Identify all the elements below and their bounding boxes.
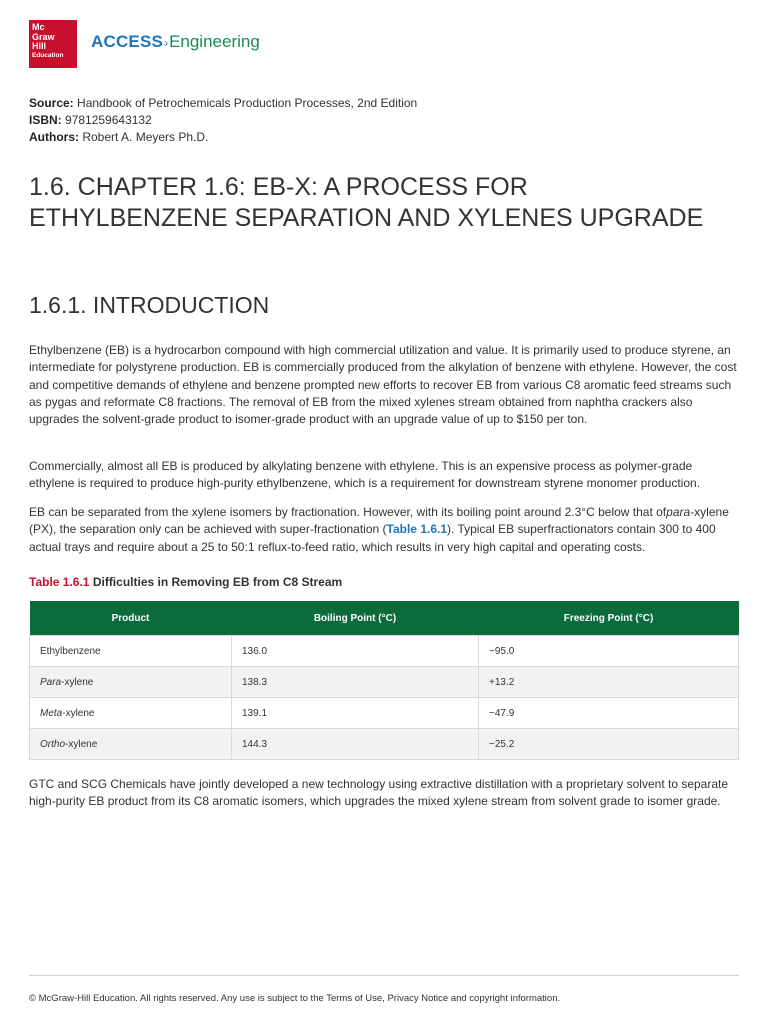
boiling-point-cell: 138.3 (232, 667, 479, 698)
boiling-point-cell: 136.0 (232, 636, 479, 667)
freezing-point-cell: +13.2 (479, 667, 739, 698)
table-row (30, 698, 739, 729)
footer-divider (29, 975, 739, 976)
paragraph-text: -xylene (PX), the separation only can be achieved with super-fractionation ( (29, 505, 729, 537)
boiling-freezing-table (29, 601, 739, 760)
isbn-line (29, 112, 417, 129)
product-name: -xylene (61, 676, 94, 688)
product-cell (30, 729, 232, 760)
section-title: 1.6.1. INTRODUCTION (29, 292, 270, 318)
paragraph-gtc-technology: GTC and SCG Chemicals have jointly developed a new technology using extractive distillation with a proprietary solvent to separate high-purity EB product from its C8 aromatic isomers, which upgrades the mixed xylene stream from solvent grade to isomer grade. (29, 777, 729, 809)
chapter-title: 1.6. CHAPTER 1.6: EB-X: A PROCESS FOR ETHYLBENZENE SEPARATION AND XYLENES UPGRADE (29, 173, 704, 232)
paragraph-text: ). Typical EB superfractionators contain 300 to 400 actual trays and require about a 25 to 50:1 reflux-to-feed ratio, which results in very high capital and operating costs. (29, 522, 716, 554)
product-name: Ethylbenzene (40, 645, 101, 657)
product-name: -xylene (65, 738, 98, 750)
table-caption-label: Table 1.6.1 (29, 575, 90, 589)
source-label: Source: (29, 96, 74, 110)
table-caption (29, 575, 342, 589)
column-header-boiling-point: Boiling Point (°C) (232, 601, 479, 636)
authors-line (29, 129, 417, 146)
product-cell (30, 636, 232, 667)
mcgraw-hill-logo[interactable] (29, 20, 77, 68)
isbn-label: ISBN: (29, 113, 62, 127)
product-prefix: Ortho (40, 738, 66, 750)
logo-line: Graw (32, 31, 55, 42)
logo-line: Education (32, 51, 64, 59)
product-name: -xylene (62, 707, 95, 719)
isbn-value: 9781259643132 (65, 113, 152, 127)
authors-label: Authors: (29, 130, 79, 144)
column-header-product: Product (30, 601, 232, 636)
table-header-row (30, 601, 739, 636)
logo-engineering-text: Engineering (169, 32, 260, 51)
paragraph-separation (29, 504, 739, 556)
footer-copyright: © McGraw-Hill Education. All rights reserved. Any use is subject to the Terms of Use, Privacy Notice and copyright information. (29, 993, 561, 1004)
product-cell (30, 667, 232, 698)
boiling-point-cell: 139.1 (232, 698, 479, 729)
table-caption-text: Difficulties in Removing EB from C8 Stream (89, 575, 343, 589)
page-header (29, 20, 729, 68)
paragraph-production: Commercially, almost all EB is produced by alkylating benzene with ethylene. This is an expensive process as polymer-grade ethylene is required to produce high-purity ethylbenzene, which is a requirement for downstream styrene monomer production. (29, 459, 701, 491)
freezing-point-cell: −95.0 (479, 636, 739, 667)
source-line (29, 95, 417, 112)
table-row (30, 667, 739, 698)
column-header-freezing-point: Freezing Point (°C) (479, 601, 739, 636)
authors-value: Robert A. Meyers Ph.D. (82, 130, 209, 144)
source-value: Handbook of Petrochemicals Production Processes, 2nd Edition (77, 96, 418, 110)
chevron-right-icon: › (164, 36, 169, 50)
paragraph-intro: Ethylbenzene (EB) is a hydrocarbon compound with high commercial utilization and value. It is primarily used to produce styrene, an intermediate for polystyrene production. EB is commercially produced from the alkylation of benzene with ethylene. However, the cost and competitive demands of ethylene and benzene prompted new efforts to recover EB from various C8 aromatic feed streams such as pygas and reformate C8 fractions. The removal of EB from the mixed xylenes stream obtained from naphtha crackers also upgrades the solvent-grade product to isomer-grade product with an upgrade value of up to $150 per ton. (29, 343, 737, 427)
paragraph-text: EB can be separated from the xylene isomers by fractionation. However, with its boiling point around 2.3°C below that of (29, 505, 667, 519)
boiling-point-cell: 144.3 (232, 729, 479, 760)
table-row (30, 636, 739, 667)
freezing-point-cell: −25.2 (479, 729, 739, 760)
product-prefix: Meta (40, 707, 63, 719)
logo-access-text: ACCESS (91, 32, 164, 51)
logo-line: Mc (32, 22, 45, 32)
italic-text: para (666, 505, 691, 519)
table-reference-link[interactable]: Table 1.6.1 (386, 522, 448, 537)
product-prefix: Para (40, 676, 62, 688)
freezing-point-cell: −47.9 (479, 698, 739, 729)
product-cell (30, 698, 232, 729)
access-engineering-logo[interactable] (91, 32, 260, 52)
citation-block (29, 95, 417, 146)
logo-line: Hill (32, 41, 47, 51)
table-row (30, 729, 739, 760)
